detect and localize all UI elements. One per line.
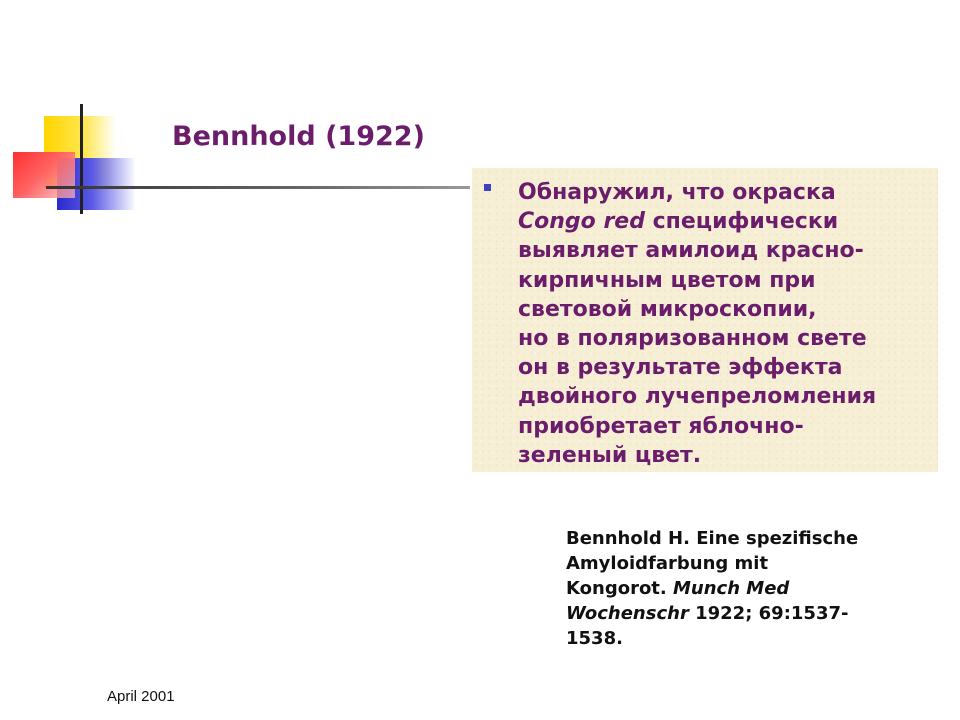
- ref-line-4-rest: 1922; 69:1537-: [688, 603, 849, 624]
- bullet-line-3: выявляет амилоид красно-: [518, 238, 864, 264]
- ref-line-3-plain: Kongorot.: [566, 578, 674, 599]
- footer-date: April 2001: [107, 688, 175, 705]
- bullet-line-6: но в поляризованном свете: [518, 326, 867, 352]
- ref-line-5: 1538.: [566, 628, 623, 649]
- bullet-line-9: приобретает яблочно-: [518, 413, 804, 439]
- ref-line-1: Bennhold H. Eine spezifische: [566, 528, 859, 549]
- bullet-line-7: он в результате эффекта: [518, 355, 843, 381]
- bullet-line-8: двойного лучепреломления: [518, 384, 877, 410]
- bullet-line-2-italic: Congo red: [518, 209, 645, 235]
- bullet-line-5: световой микроскопии,: [518, 296, 817, 322]
- bullet-line-10: зеленый цвет.: [518, 442, 702, 468]
- bullet-square-icon: [484, 184, 491, 191]
- vertical-rule: [80, 104, 83, 214]
- bullet-line-2-rest: специфически: [644, 209, 839, 235]
- ref-line-2: Amyloidfarbung mit: [566, 553, 769, 574]
- horizontal-rule: [46, 186, 470, 189]
- bullet-line-1: Обнаружил, что окраска: [518, 180, 836, 205]
- bullet-line-4: кирпичным цветом при: [518, 267, 816, 293]
- red-square: [13, 152, 75, 198]
- slide-title: Bennhold (1922): [172, 121, 425, 152]
- bullet-text: [518, 178, 928, 470]
- ref-line-4-italic: Wochenschr: [566, 603, 689, 624]
- reference-citation: [566, 526, 926, 651]
- ref-line-3-italic: Munch Med: [673, 578, 790, 599]
